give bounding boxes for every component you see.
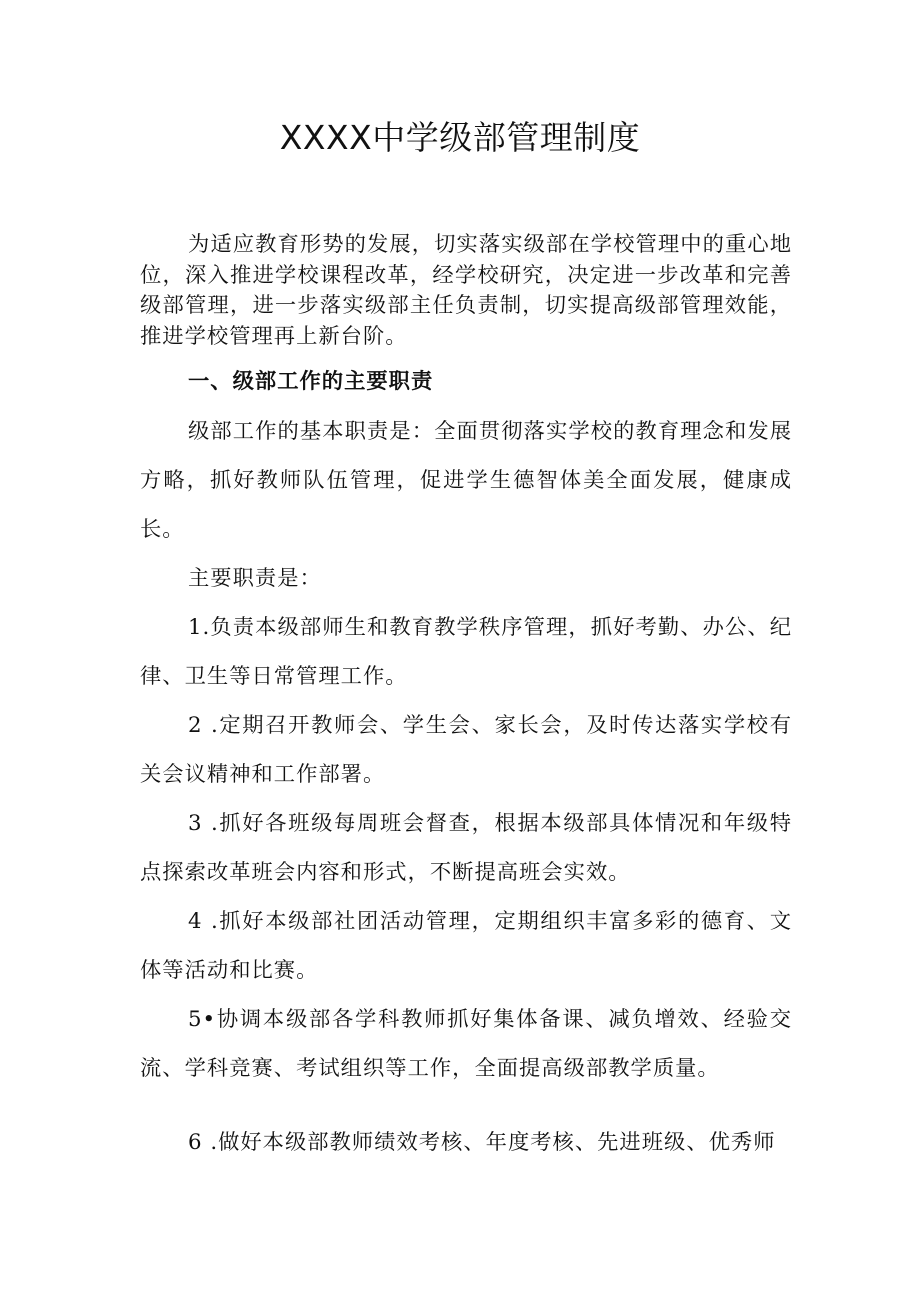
duty-item-6: 6 .做好本级部教师绩效考核、年度考核、先进班级、优秀师 (188, 1130, 776, 1155)
intro-paragraph: 为适应教育形势的发展，切实落实级部在学校管理中的重心地位，深入推进学校课程改革，经学校研究，决定进一步改革和完善级部管理，进一步落实级部主任负责制，切实提高级部管理效能，推进学校管理再上新台阶。 (140, 232, 792, 349)
duty-item-3: 3 .抓好各班级每周班会督查，根据本级部具体情况和年级特点探索改革班会内容和形式，不断提高班会实效。 (140, 811, 792, 885)
duty-item-1: 1.负责本级部师生和教育教学秩序管理，抓好考勤、办公、纪律、卫生等日常管理工作。 (140, 615, 792, 689)
section-heading: 一、级部工作的主要职责 (188, 369, 434, 394)
duty-item-2: 2 .定期召开教师会、学生会、家长会，及时传达落实学校有关会议精神和工作部署。 (140, 713, 792, 787)
document-title: XXXX中学级部管理制度 (279, 118, 641, 157)
basic-duty-paragraph: 级部工作的基本职责是：全面贯彻落实学校的教育理念和发展方略，抓好教师队伍管理，促进学生德智体美全面发展，健康成长。 (140, 419, 792, 542)
duty-item-4: 4 .抓好本级部社团活动管理，定期组织丰富多彩的德育、文体等活动和比赛。 (140, 909, 792, 983)
duty-item-5: 5•协调本级部各学科教师抓好集体备课、减负增效、经验交流、学科竞赛、考试组织等工作，全面提高级部教学质量。 (140, 1007, 792, 1081)
main-duty-label: 主要职责是： (188, 566, 322, 591)
